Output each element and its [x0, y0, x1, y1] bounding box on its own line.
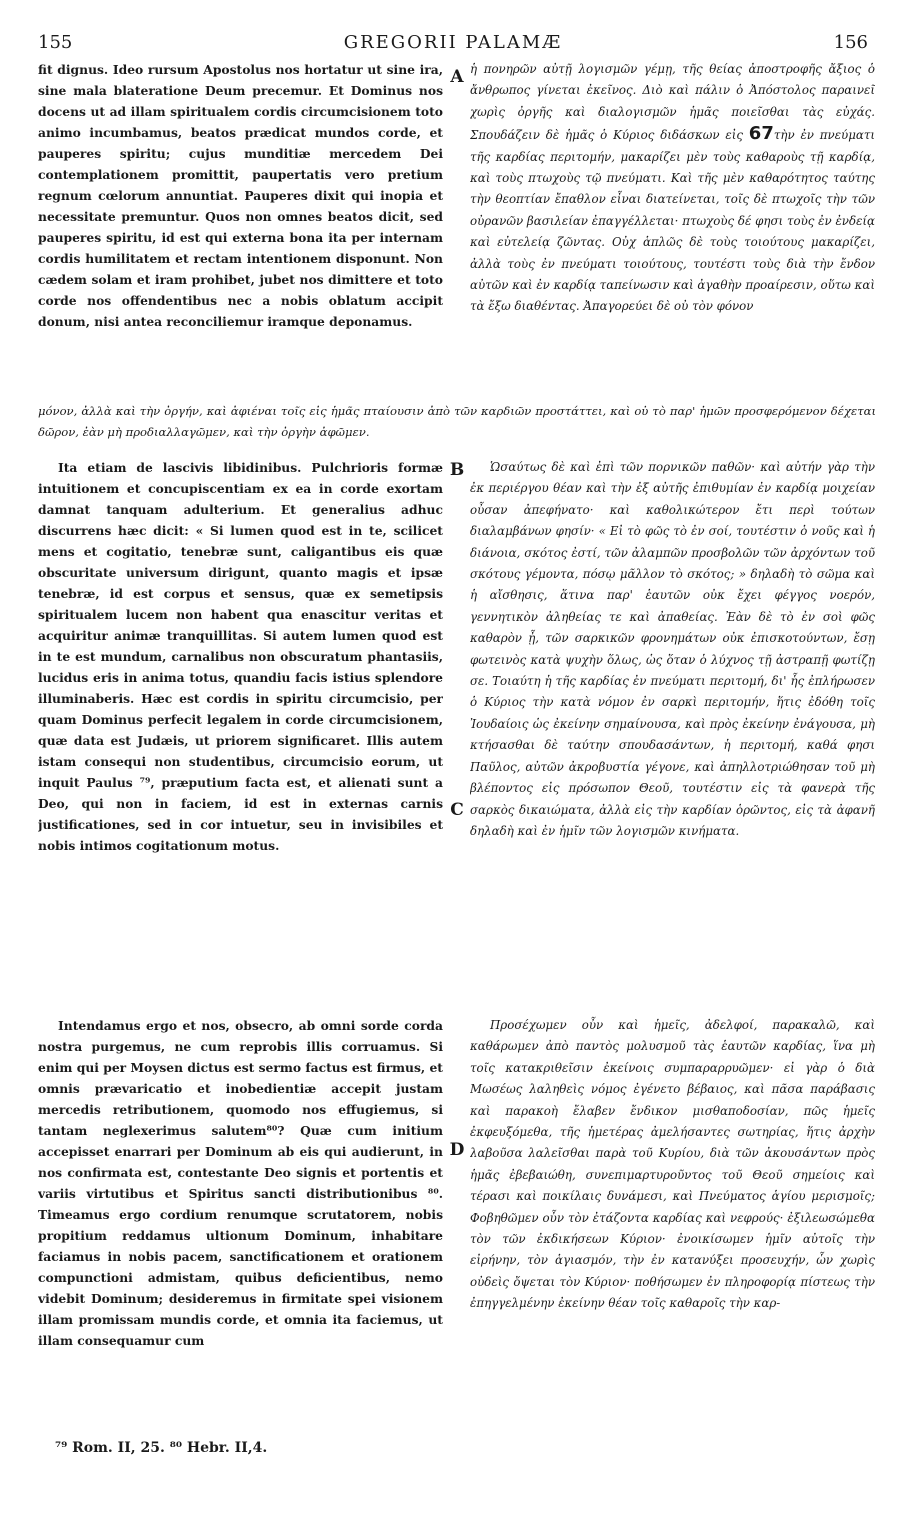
greek-full-width-continuation: [38, 401, 876, 445]
latin-paragraph-1: fit dignus. Ideo rursum Apostolus nos hortatur ut sine ira, sine mala blateratione Deum precemur. Et Dominus nos docens ut ad illam spiritualem cordis circumcisionem toto animo incumbamus, beatos prædicat mundos corde, et pauperes spiritu; cujus munditiæ mercedem Dei contemplationem promittit, paupertatis vero pretium regnum cœlorum annuntiat. Pauperes dixit qui inopia et necessitate premuntur. Quos non omnes beatos dicit, sed pauperes spiritu, id est qui externa bona ita per internam cordis humilitatem et rectam intentionem disponunt. Non cædem solam et iram prohibet, jubet nos dimittere et toto corde nos offendentibus nec a nobis oblatum accipit donum, nisi antea reconciliemur iramque deponamus.: [38, 62, 443, 329]
column-number-67: 67: [748, 123, 774, 145]
greek-paragraph-3: Προσέχωμεν οὖν καὶ ἡμεῖς, ἀδελφοί, παρακαλῶ, καὶ καθάρωμεν ἀπὸ παντὸς μολυσμοῦ τὰς ἑαυτῶν καρδίας, ἵνα μὴ τοῖς κατακριθεῖσιν ἐκείνοις συμπαραρρυῶμεν· εἰ γὰρ ὁ διὰ Μωσέως λαληθεὶς νόμος ἐγένετο βέβαιος, καὶ πᾶσα παράβασις καὶ παρακοὴ ἔλαβεν ἔνδικον μισθαποδοσίαν, πῶς ἡμεῖς ἐκφευξόμεθα, τῆς ἡμετέρας ἀμελήσαντες σωτηρίας, ἥτις ἀρχὴν λαβοῦσα λαλεῖσθαι παρὰ τοῦ Κυρίου, διὰ τῶν ἀκουσάντων πρὸς ἡμᾶς ἐβεβαιώθη, συνεπιμαρτυροῦντος τοῦ Θεοῦ σημείοις καὶ τέρασι καὶ ποικίλαις δυνάμεσι, καὶ Πνεύματος ἁγίου μερισμοῖς; Φοβηθῶμεν οὖν τὸν ἐτάζοντα καρδίας καὶ νεφρούς· ἐξιλεωσώμεθα τὸν τῶν ἐκδικήσεων Κύριον· ἐνοικίσωμεν ἡμῖν αὐτοῖς τὴν εἰρήνην, τὸν ἁγιασμόν, τὴν ἐν κατανύξει προσευχήν, ὧν χωρὶς οὐδεὶς ὄψεται τὸν Κύριον· ποθήσωμεν ἐν πληροφορίᾳ πίστεως τὴν ἐπηγγελμένην ἐκείνην θέαν τοῖς καθαροῖς τὴν καρ-: [470, 1018, 875, 1311]
greek-paragraph-1: [470, 59, 875, 318]
latin-column-block-1: [38, 59, 443, 395]
section-marker-b: B: [449, 460, 465, 480]
latin-paragraph-2: Ita etiam de lascivis libidinibus. Pulchrioris formæ intuitionem et concupiscentiam ex ea in corde exortam damnat tanquam adulterium. Et generalius adhuc discurrens hæc dicit: « Si lumen quod est in te, scilicet mens et cogitatio, tenebræ sunt, caligantibus eis quæ obscuritate universum dirigunt, quanto magis et ipsæ tenebræ, id est corpus et sensus, quæ ex semetipsis spiritualem lucem non habent qua enascitur veritas et acquiritur animæ tranquillitas. Si autem lumen quod est in te est mundum, carnalibus non obscuratum phantasiis, lucidus eris in anima totus, quandiu facis istius splendore illuminaberis. Hæc est cordis in spiritu circumcisio, per quam Dominus perfecit legalem in corde circumcisionem, quæ data est Judæis, ut priorem significaret. Illis autem istam consequi non studentibus, circumcisio eorum, ut inquit Paulus ⁷⁹, præputium facta est, et alienati sunt a Deo, qui non in faciem, id est in externas carnis justificationes, sed in cor intuetur, seu in invisibiles et nobis intimos cogitationum motus.: [38, 460, 443, 853]
running-title: GREGORII PALAMÆ: [343, 32, 563, 53]
section-marker-a: A: [450, 67, 464, 87]
latin-paragraph-3: Intendamus ergo et nos, obsecro, ab omni sorde corda nostra purgemus, ne cum reprobis illis corruamus. Si enim qui per Moysen dictus est sermo factus est firmus, et omnis prævaricatio et inobedientiæ accepit justam mercedis retributionem, quomodo nos effugiemus, si tantam neglexerimus salutem⁸⁰? Quæ cum initium accepisset enarrari per Dominum ab eis qui audierunt, in nos confirmata est, contestante Deo signis et portentis et variis virtutibus et Spiritus sancti distributionibus ⁸⁰. Timeamus ergo cordium renumque scrutatorem, nobis propitium reddamus ultionum Dominum, inhabitare faciamus in nobis pacem, sanctificationem et orationem compunctioni admistam, quibus deficientibus, nemo videbit Dominum; desideremus in firmitate spei visionem illam promissam mundis corde, et omnia ita faciemus, ut illam consequamur cum: [38, 1018, 443, 1348]
greek-continuation-text: μόνον, ἀλλὰ καὶ τὴν ὀργήν, καὶ ἀφιέναι τοῖς εἰς ἡμᾶς πταίουσιν ἀπὸ τῶν καρδιῶν προστάττει, καὶ οὐ τὸ παρ' ἡμῶν προσφερόμενον δέχεται δῶρον, ἐὰν μὴ προδιαλλαγῶμεν, καὶ τὴν ὀργὴν ἀφῶμεν.: [38, 404, 876, 439]
page-number-right: 156: [833, 32, 868, 53]
greek-text-1b: τὴν ἐν πνεύματι τῆς καρδίας περιτομήν, μακαρίζει μὲν τοὺς καθαροὺς τῇ καρδίᾳ, καὶ τοὺς πτωχοὺς τῷ πνεύματι. Καὶ τῆς μὲν καθαρότητος ταύτης τὴν θεοπτίαν ἔπαθλον εἶναι διατείνεται, τοῖς δὲ πτωχοῖς τὴν τῶν οὐρανῶν βασιλείαν ἐπαγγέλλεται· πτωχοὺς δέ φησι τοὺς ἐν ἐνδείᾳ καὶ εὐτελείᾳ ζῶντας. Οὐχ ἁπλῶς δὲ τοὺς τοιούτους μακαρίζει, ἀλλὰ τοὺς ἐν πνεύματι τοιούτους, τουτέστι τοὺς διὰ τὴν ἔνδον αὐτῶν καὶ ἐν καρδίᾳ ταπείνωσιν καὶ ἀγαθὴν προαίρεσιν, οὕτω καὶ τὰ ἔξω διαθέντας. Ἀπαγορεύει δὲ οὐ τὸν φόνον: [470, 128, 875, 314]
section-marker-c: C: [450, 800, 464, 820]
greek-text-1a: ἡ πονηρῶν αὐτῇ λογισμῶν γέμῃ, τῆς θείας ἀποστροφῆς ἄξιος ὁ ἄνθρωπος γίνεται ἐκεῖνος. Διὸ καὶ πάλιν ὁ Ἀπόστολος παραινεῖ χωρὶς ὀργῆς καὶ διαλογισμῶν ἡμᾶς ποιεῖσθαι τὰς εὐχάς. Σπουδάζειν δὲ ἡμᾶς ὁ Κύριος διδάσκων εἰς: [470, 62, 875, 143]
section-marker-d: D: [449, 1140, 465, 1160]
greek-column-block-1: [470, 59, 875, 399]
latin-column-block-2: [38, 457, 443, 947]
footnotes: ⁷⁹ Rom. II, 25. ⁸⁰ Hebr. II,4.: [55, 1440, 268, 1456]
latin-column-block-3: [38, 1015, 443, 1425]
page-number-left: 155: [38, 32, 73, 53]
greek-column-block-2: [470, 457, 875, 1007]
page-header: [38, 32, 868, 56]
greek-paragraph-2: Ὡσαύτως δὲ καὶ ἐπὶ τῶν πορνικῶν παθῶν· καὶ αὐτήν γὰρ τὴν ἐκ περιέργου θέαν καὶ τὴν ἐξ αὐτῆς ἐπιθυμίαν ἐν καρδίᾳ μοιχείαν οὖσαν ἀπεφήνατο· καὶ καθολικώτερον ἔτι περὶ τούτων διαλαμβάνων φησίν· « Εἰ τὸ φῶς τὸ ἐν σοί, τουτέστιν ὁ νοῦς καὶ ἡ διάνοια, σκότος ἐστί, τῶν ἀλαμπῶν προσβολῶν τῶν ἀρχόντων τοῦ σκότους γέμοντα, πόσῳ μᾶλλον τὸ σκότος; » δηλαδὴ τὸ σῶμα καὶ ἡ αἴσθησις, ἅτινα παρ' ἑαυτῶν οὐκ ἔχει φέγγος νοερόν, γεννητικὸν ἀληθείας τε καὶ ἀπαθείας. Ἐὰν δὲ τὸ ἐν σοὶ φῶς καθαρὸν ᾖ, τῶν σαρκικῶν φρονημάτων οὐκ ἐπισκοτούντων, ἔσῃ φωτεινὸς κατὰ ψυχὴν ὅλως, ὡς ὅταν ὁ λύχνος τῇ ἀστραπῇ φωτίζῃ σε. Τοιαύτη ἡ τῆς καρδίας ἐν πνεύματι περιτομή, δι' ἧς ἐπλήρωσεν ὁ Κύριος τὴν κατὰ νόμον ἐν σαρκὶ περιτομήν, ἥτις ἐδόθη τοῖς Ἰουδαίοις ὡς ἐκείνην σημαίνουσα, καὶ πρὸς ἐκείνην ἐνάγουσα, μὴ κτήσασθαι δὲ ταύτην σπουδασάντων, ἡ περιτομή, καθά φησι Παῦλος, αὐτῶν ἀκροβυστία γέγονε, καὶ ἀπηλλοτριώθησαν τοῦ μὴ βλέποντος εἰς πρόσωπον Θεοῦ, τουτέστιν εἰς τὰ φανερὰ τῆς σαρκὸς δικαιώματα, ἀλλὰ εἰς τὴν καρδίαν ὁρῶντος, εἰς τὰ ἀφανῆ δηλαδὴ καὶ ἐν ἡμῖν τῶν λογισμῶν κινήματα.: [470, 460, 875, 838]
greek-column-block-3: [470, 1015, 875, 1425]
